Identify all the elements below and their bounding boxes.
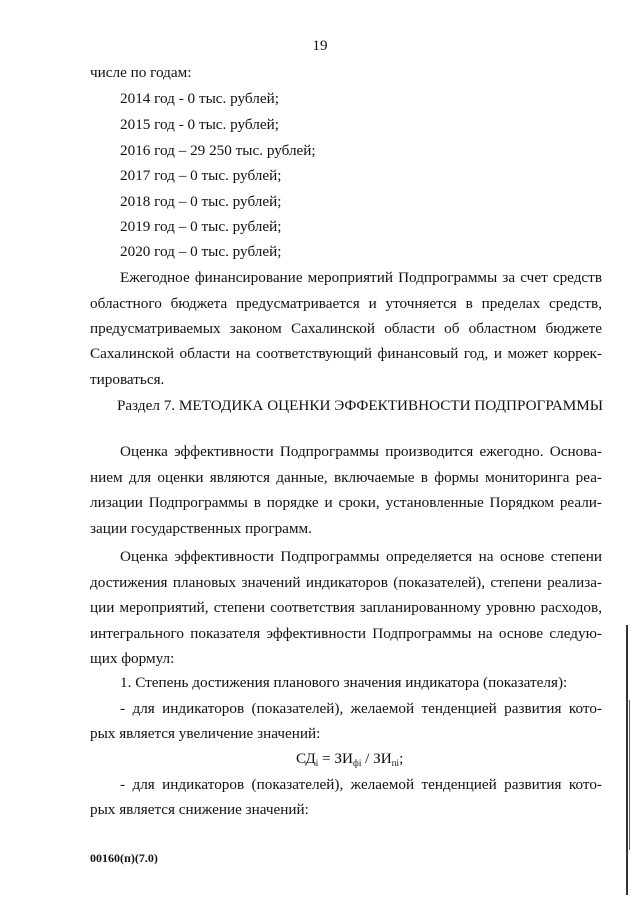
- intro-line: числе по годам:: [90, 64, 192, 81]
- year-line: 2017 год – 0 тыс. рублей;: [120, 167, 282, 184]
- funding-line: Сахалинской области на соответствующий финансовый год, и может коррек-: [90, 345, 602, 362]
- basis-line: достижения плановых значений индикаторов (показателей), степени реализа-: [90, 574, 602, 591]
- scan-margin-line-secondary: [629, 700, 630, 850]
- formula: [296, 750, 403, 768]
- year-line: 2014 год - 0 тыс. рублей;: [120, 90, 279, 107]
- scan-margin-line: [626, 625, 628, 895]
- assessment-line: лизации Подпрограммы в порядке и сроки, установленные Порядком реали-: [90, 494, 602, 511]
- increase-line: - для индикаторов (показателей), желаемой тенденцией развития кото-: [120, 700, 602, 717]
- year-line: 2020 год – 0 тыс. рублей;: [120, 243, 282, 260]
- basis-line: Оценка эффективности Подпрограммы определяется на основе степени: [120, 548, 602, 565]
- formula-num-sub: фi: [353, 758, 362, 768]
- basis-line: щих формул:: [90, 650, 175, 667]
- assessment-line: Оценка эффективности Подпрограммы производится ежегодно. Основа-: [120, 443, 602, 460]
- formula-tail: ;: [399, 750, 404, 767]
- year-line: 2016 год – 29 250 тыс. рублей;: [120, 142, 316, 159]
- year-line: 2015 год - 0 тыс. рублей;: [120, 116, 279, 133]
- formula-lhs: СД: [296, 750, 316, 767]
- item-1-heading: 1. Степень достижения планового значения индикатора (показателя):: [120, 674, 568, 691]
- funding-line: Ежегодное финансирование мероприятий Подпрограммы за счет средств: [120, 269, 602, 286]
- year-line: 2018 год – 0 тыс. рублей;: [120, 193, 282, 210]
- funding-line: областного бюджета предусматривается и уточняется в пределах средств,: [90, 295, 602, 312]
- increase-line: рых является увеличение значений:: [90, 725, 321, 742]
- funding-line: предусматриваемых законом Сахалинской области об областном бюджете: [90, 320, 602, 337]
- formula-den-sub: пi: [391, 758, 400, 768]
- basis-line: интегрального показателя эффективности Подпрограммы на основе следую-: [90, 625, 602, 642]
- formula-lhs-sub: i: [315, 758, 319, 768]
- page-number: 19: [312, 38, 328, 54]
- section-heading: Раздел 7. МЕТОДИКА ОЦЕНКИ ЭФФЕКТИВНОСТИ ПОДПРОГРАММЫ: [116, 397, 604, 414]
- assessment-line: зации государственных программ.: [90, 520, 312, 537]
- assessment-line: нием для оценки являются данные, включаемые в формы мониторинга реа-: [90, 469, 602, 486]
- formula-div: / ЗИ: [361, 750, 392, 767]
- footer-code: 00160(п)(7.0): [90, 851, 158, 865]
- funding-line: тироваться.: [90, 371, 165, 388]
- basis-line: ции мероприятий, степени соответствия запланированному уровню расходов,: [90, 599, 602, 616]
- formula-eq: = ЗИ: [318, 750, 353, 767]
- decrease-line: - для индикаторов (показателей), желаемой тенденцией развития кото-: [120, 776, 602, 793]
- year-line: 2019 год – 0 тыс. рублей;: [120, 218, 282, 235]
- decrease-line: рых является снижение значений:: [90, 801, 309, 818]
